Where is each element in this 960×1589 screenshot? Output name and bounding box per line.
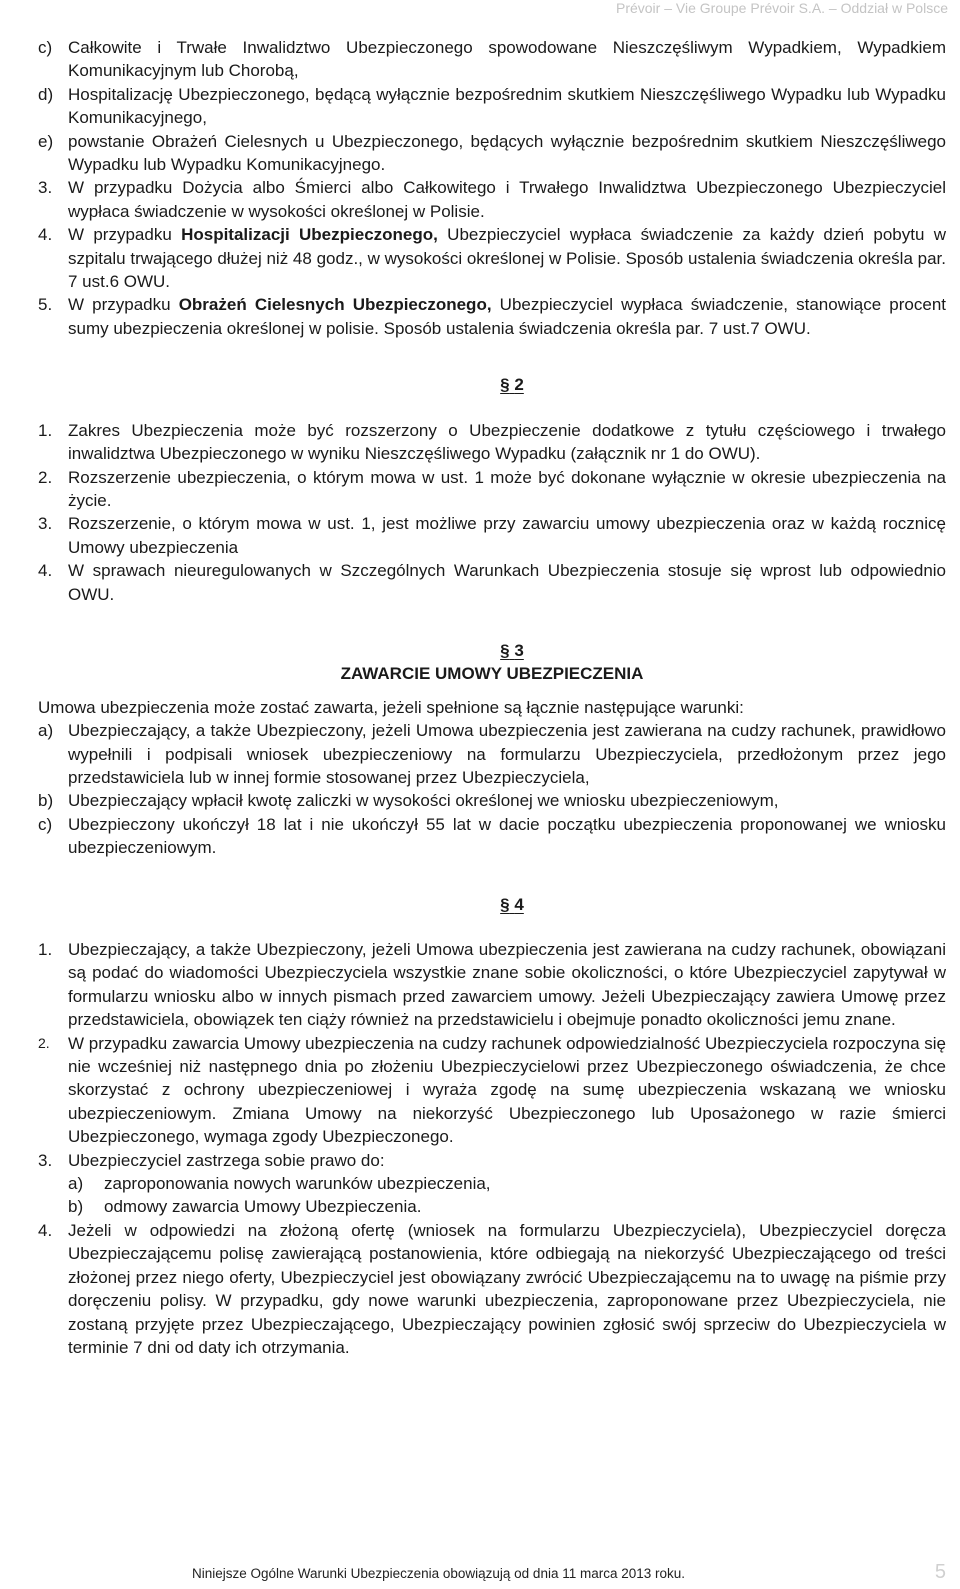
list-text: odmowy zawarcia Umowy Ubezpieczenia. — [104, 1197, 422, 1217]
list-marker: 4. — [38, 561, 53, 581]
section-heading-2 — [38, 373, 946, 396]
section-heading-4 — [38, 893, 946, 916]
text-run: Ubezpieczyciel wypłaca świadczenie za każdy dzień pobytu w szpitalu trwającego dłużej niż 48 godz., w wysokości określonej w Polisie. Sposób ustalenia świadczenia określa par. 7 ust.6 OWU. — [68, 225, 946, 292]
list-item-e — [38, 130, 946, 177]
list-marker: 3. — [38, 1150, 53, 1170]
section-heading-3 — [38, 639, 946, 662]
text-run: Ubezpieczyciel wypłaca świadczenie, stanowiące procent sumy ubezpieczenia określonej w polisie. Sposób ustalenia świadczenia określa par. 7 ust.7 OWU. — [68, 295, 946, 338]
list-text: W sprawach nieuregulowanych w Szczególnych Warunkach Ubezpieczenia stosuje się wprost lub odpowiednio OWU. — [68, 561, 946, 604]
running-header — [0, 0, 960, 16]
section2-item-4 — [38, 559, 946, 606]
list-item-c — [38, 36, 946, 83]
list-marker: e) — [38, 131, 54, 151]
paragraph-5 — [38, 293, 946, 340]
document-page — [38, 36, 946, 1359]
list-text: W przypadku zawarcia Umowy ubezpieczenia na cudzy rachunek odpowiedzialność Ubezpieczyciela rozpoczyna się nie wcześniej niż następnego dnia po złożeniu Ubezpieczycielowi przez Ubezpieczonego oświadczenia, że chce skorzystać z ochrony ubezpieczeniowej i wyraża zgodę na sumę ubezpieczenia wskazaną we wniosku ubezpieczeniowym. Zmiana Umowy na niekorzyść Ubezpieczonego lub Uposażonego w razie śmierci Ubezpieczonego, wymaga zgody Ubezpieczonego. — [68, 1033, 946, 1147]
section2-item-2 — [38, 466, 946, 513]
list-marker: 3. — [38, 178, 53, 198]
list-marker: 2. — [38, 467, 53, 487]
paragraph-3 — [38, 176, 946, 223]
section4-item-3 — [38, 1149, 946, 1172]
bold-term: Obrażeń Cielesnych Ubezpieczonego, — [178, 295, 492, 315]
list-marker: c) — [38, 814, 53, 834]
section4-subitem-a — [38, 1172, 946, 1195]
footer-text: Niniejsze Ogólne Warunki Ubezpieczenia obowiązują od dnia 11 marca 2013 roku. — [192, 1566, 686, 1581]
text-run: W przypadku — [68, 295, 179, 315]
list-text: Jeżeli w odpowiedzi na złożoną ofertę (wniosek na formularzu Ubezpieczyciela), Ubezpieczyciel doręcza Ubezpieczającemu polisę zawierającą postanowienia, które odbiegają na niekorzyść Ubezpieczającego od treści złożonej przez niego oferty, Ubezpieczyciel jest obowiązany zwrócić Ubezpieczającemu na to uwagę na piśmie przy doręczeniu polisy. W przypadku, gdy nowe warunki ubezpieczenia, zaproponowane przez Ubezpieczyciela, nie zostaną przyjęte przez Ubezpieczającego, Ubezpieczający powinien zgłosić swój sprzeciw do Ubezpieczyciela w terminie 7 dni od daty ich otrzymania. — [68, 1220, 946, 1357]
list-marker: 5. — [38, 295, 53, 315]
list-text — [68, 293, 946, 340]
list-text — [68, 223, 946, 293]
section3-item-b — [38, 789, 946, 812]
list-marker: d) — [38, 84, 54, 104]
section-number: 3 — [514, 640, 524, 660]
list-marker: b) — [38, 791, 54, 811]
section2-item-3 — [38, 512, 946, 559]
list-text: Całkowite i Trwałe Inwalidztwo Ubezpieczonego spowodowane Nieszczęśliwym Wypadkiem, Wypadkiem Komunikacyjnym lub Chorobą, — [68, 38, 946, 81]
list-marker: b) — [68, 1197, 84, 1217]
section4-item-4 — [38, 1219, 946, 1359]
list-text: Zakres Ubezpieczenia może być rozszerzony o Ubezpieczenie dodatkowe z tytułu częściowego i trwałego inwalidztwa Ubezpieczonego w wyniku Nieszczęśliwego Wypadku (załącznik nr 1 do OWU). — [68, 420, 946, 464]
section4-item-2 — [38, 1032, 946, 1149]
section2-item-1 — [38, 419, 946, 466]
header-text: Prévoir – Vie Groupe Prévoir S.A. – Oddział w Polsce — [615, 0, 948, 16]
section-number: 4 — [514, 894, 524, 914]
text-run: W przypadku — [68, 225, 182, 245]
list-text: Hospitalizację Ubezpieczonego, będącą wyłącznie bezpośrednim skutkiem Nieszczęśliwego Wypadku lub Wypadku Komunikacyjnego, — [68, 84, 946, 128]
section-symbol: § — [500, 375, 510, 395]
list-marker: 4. — [38, 225, 53, 245]
list-marker: 1. — [38, 940, 53, 959]
list-marker: 4. — [38, 1220, 53, 1240]
page-footer — [0, 1561, 960, 1583]
list-item-d — [38, 83, 946, 130]
page-number: 5 — [934, 1561, 946, 1583]
list-text: Ubezpieczony ukończył 18 lat i nie ukończył 55 lat w dacie początku ubezpieczenia proponowanej we wniosku ubezpieczeniowym. — [68, 814, 946, 858]
list-text: Ubezpieczyciel zastrzega sobie prawo do: — [68, 1150, 385, 1170]
list-marker: 1. — [38, 420, 53, 440]
list-marker: c) — [38, 38, 53, 57]
bold-term: Hospitalizacji Ubezpieczonego, — [181, 225, 438, 245]
list-text: powstanie Obrażeń Cielesnych u Ubezpieczonego, będących wyłącznie bezpośrednim skutkiem Nieszczęśliwego Wypadku lub Wypadku Komunikacyjnego. — [68, 131, 946, 175]
list-text: Ubezpieczający wpłacił kwotę zaliczki w wysokości określonej we wniosku ubezpieczeniowym, — [68, 791, 779, 811]
section-number: 2 — [514, 375, 524, 395]
list-marker: 3. — [38, 514, 53, 534]
list-text: Rozszerzenie, o którym mowa w ust. 1, jest możliwe przy zawarciu umowy ubezpieczenia oraz w każdą rocznicę Umowy ubezpieczenia — [68, 514, 946, 557]
section4-item-1 — [38, 938, 946, 1032]
list-text: Ubezpieczający, a także Ubezpieczony, jeżeli Umowa ubezpieczenia jest zawierana na cudzy rachunek, obowiązani są podać do wiadomości Ubezpieczyciela wszystkie znane sobie okoliczności, o które Ubezpieczyciel zapytywał w formularzu wniosku albo w innych pismach przed zawarciem umowy. Jeżeli Ubezpieczający zawiera Umowę przez przedstawiciela, obowiązek ten ciąży również na przedstawicielu i obejmuje ponadto okoliczności jemu znane. — [68, 940, 946, 1030]
list-marker: a) — [68, 1174, 84, 1194]
list-text: Rozszerzenie ubezpieczenia, o którym mowa w ust. 1 może być dokonane wyłącznie w okresie ubezpieczenia na życie. — [68, 467, 946, 510]
section-symbol: § — [500, 894, 510, 914]
section3-item-a — [38, 719, 946, 789]
section4-subitem-b — [38, 1195, 946, 1218]
section3-intro: Umowa ubezpieczenia może zostać zawarta, jeżeli spełnione są łącznie następujące warunki: — [38, 697, 744, 717]
section3-item-c — [38, 813, 946, 860]
list-marker: a) — [38, 721, 54, 741]
list-text: W przypadku Dożycia albo Śmierci albo Całkowitego i Trwałego Inwalidztwa Ubezpieczonego Ubezpieczyciel wypłaca świadczenie w wysokości określonej w Polisie. — [68, 178, 946, 221]
list-marker: 2. — [38, 1034, 50, 1051]
section-symbol: § — [500, 640, 510, 660]
paragraph-4 — [38, 223, 946, 293]
section-title: ZAWARCIE UMOWY UBEZPIECZENIA — [340, 664, 644, 684]
list-text: Ubezpieczający, a także Ubezpieczony, jeżeli Umowa ubezpieczenia jest zawierana na cudzy rachunek, prawidłowo wypełnili i podpisali wniosek ubezpieczeniowy na formularzu Ubezpieczyciela, przedłożonym przez jego przedstawiciela lub w innej formie stosowanej przez Ubezpieczyciela, — [68, 721, 946, 787]
list-text: zaproponowania nowych warunków ubezpieczenia, — [104, 1174, 491, 1194]
